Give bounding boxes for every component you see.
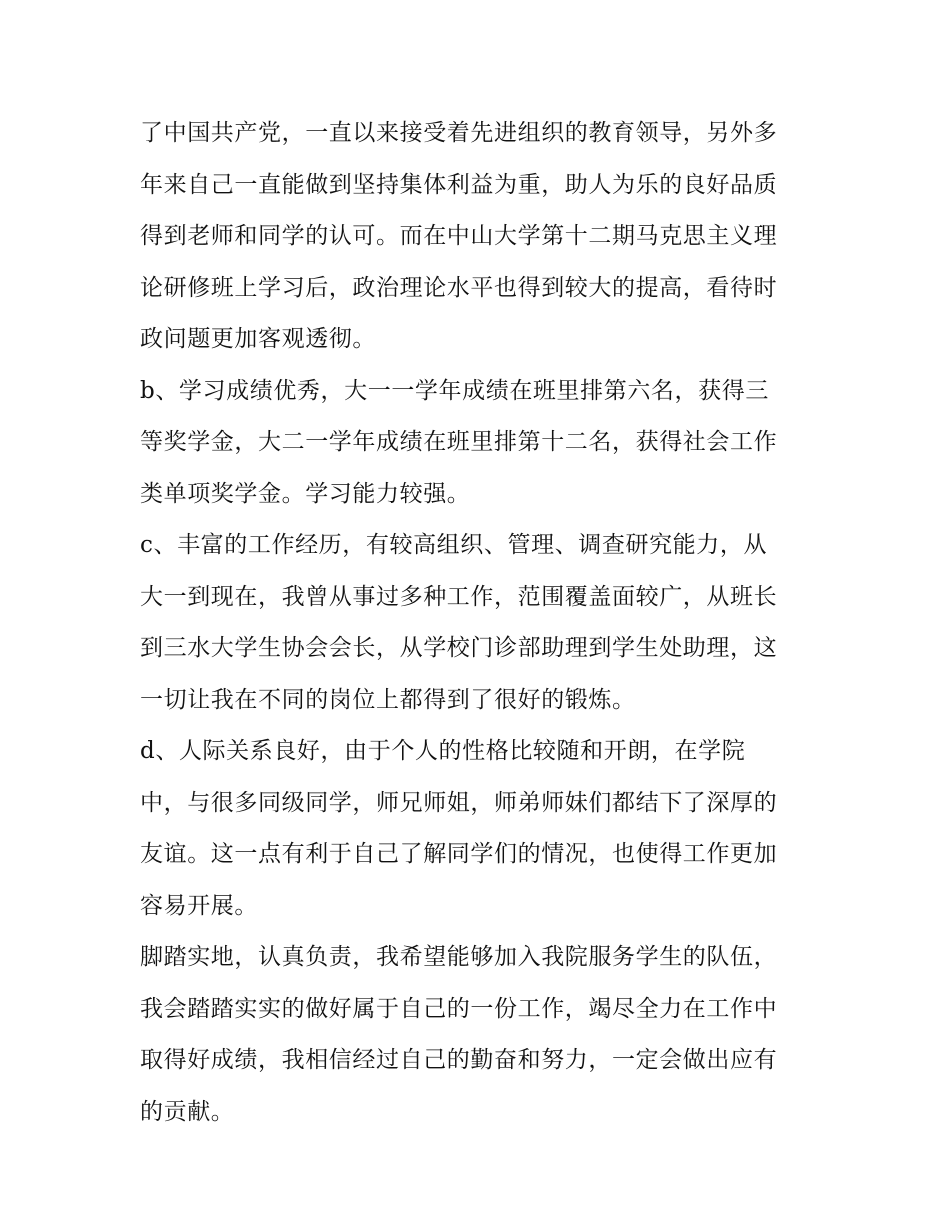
text-line: d、人际关系良好，由于个人的性格比较随和开朗，在学院	[140, 738, 746, 764]
text-line: 一切让我在不同的岗位上都得到了很好的锻炼。	[140, 686, 636, 713]
text-line: 脚踏实地，认真负责，我希望能够加入我院服务学生的队伍，	[140, 944, 778, 970]
text-line: 到三水大学生协会会长，从学校门诊部助理到学生处助理，这	[140, 635, 778, 661]
text-line: 取得好成绩，我相信经过自己的勤奋和努力，一定会做出应有	[140, 1047, 778, 1073]
text-line: 大一到现在，我曾从事过多种工作，范围覆盖面较广，从班长	[140, 583, 778, 610]
text-line: 得到老师和同学的认可。而在中山大学第十二期马克思主义理	[140, 223, 778, 249]
text-line: b、学习成绩优秀，大一一学年成绩在班里排第六名，获得三	[140, 377, 769, 404]
text-line: c、丰富的工作经历，有较高组织、管理、调查研究能力，从	[140, 532, 768, 558]
text-line: 我会踏踏实实的做好属于自己的一份工作，竭尽全力在工作中	[140, 995, 778, 1022]
text-line: 中，与很多同级同学，师兄师姐，师弟师妹们都结下了深厚的	[140, 789, 778, 816]
text-line: 了中国共产党，一直以来接受着先进组织的教育领导，另外多	[140, 120, 778, 146]
text-line: 类单项奖学金。学习能力较强。	[140, 480, 471, 507]
text-line: 政问题更加客观透彻。	[140, 326, 376, 352]
text-line: 的贡献。	[140, 1098, 235, 1125]
text-line: 论研修班上学习后，政治理论水平也得到较大的提高，看待时	[140, 274, 778, 301]
text-line: 容易开展。	[140, 892, 258, 919]
text-line: 年来自己一直能做到坚持集体利益为重，助人为乐的良好品质	[140, 171, 778, 198]
document-body	[140, 108, 820, 1138]
text-line: 等奖学金，大二一学年成绩在班里排第十二名，获得社会工作	[140, 429, 778, 455]
text-line: 友谊。这一点有利于自己了解同学们的情况，也使得工作更加	[140, 841, 778, 867]
